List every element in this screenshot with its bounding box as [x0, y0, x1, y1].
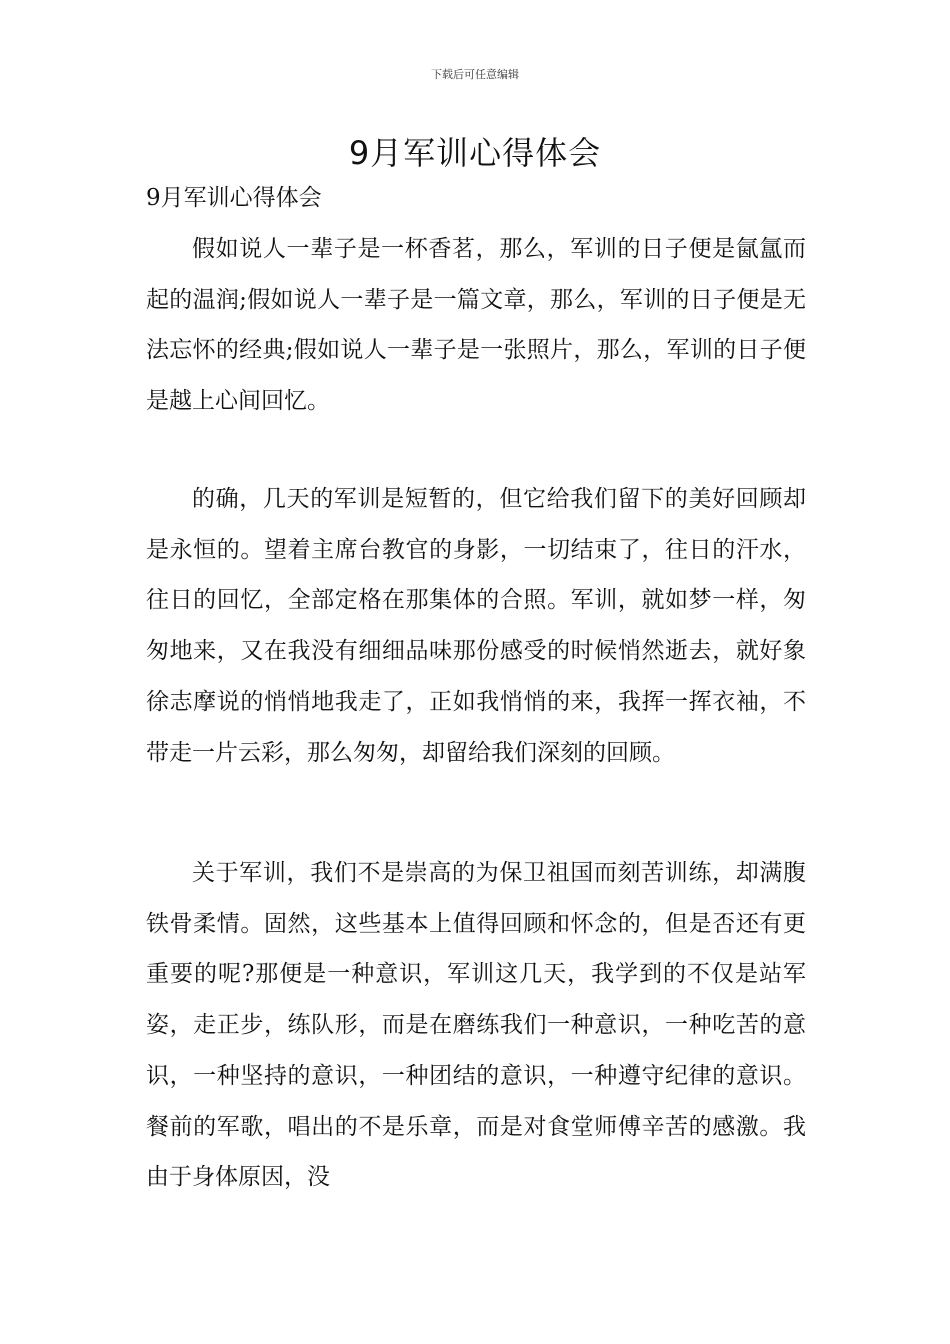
paragraph-2: 的确，几天的军训是短暂的，但它给我们留下的美好回顾却是永恒的。望着主席台教官的身影，一切结束了，往日的汗水，往日的回忆，全部定格在那集体的合照。军训，就如梦一样，匆匆地来，又在我没有细细品味那份感受的时候悄然逝去，就好象徐志摩说的悄悄地我走了，正如我悄悄的来，我挥一挥衣袖，不带走一片云彩，那么匆匆，却留给我们深刻的回顾。 [146, 486, 806, 766]
document-subtitle: 9月军训心得体会 [146, 185, 322, 211]
paragraph-1: 假如说人一辈子是一杯香茗，那么，军训的日子便是氤氲而起的温润;假如说人一辈子是一篇文章，那么，军训的日子便是无法忘怀的经典;假如说人一辈子是一张照片，那么，军训的日子便是越上心间回忆。 [146, 236, 806, 415]
header-note: 下载后可任意编辑 [431, 68, 519, 81]
document-title: 9月军训心得体会 [348, 134, 602, 172]
paragraph-3: 关于军训，我们不是崇高的为保卫祖国而刻苦训练，却满腹铁骨柔情。固然，这些基本上值得回顾和怀念的，但是否还有更重要的呢?那便是一种意识，军训这几天，我学到的不仅是站军姿，走正步，练队形，而是在磨练我们一种意识，一种吃苦的意识，一种坚持的意识，一种团结的意识，一种遵守纪律的意识。餐前的军歌，唱出的不是乐章，而是对食堂师傅辛苦的感激。我由于身体原因，没 [146, 860, 806, 1191]
